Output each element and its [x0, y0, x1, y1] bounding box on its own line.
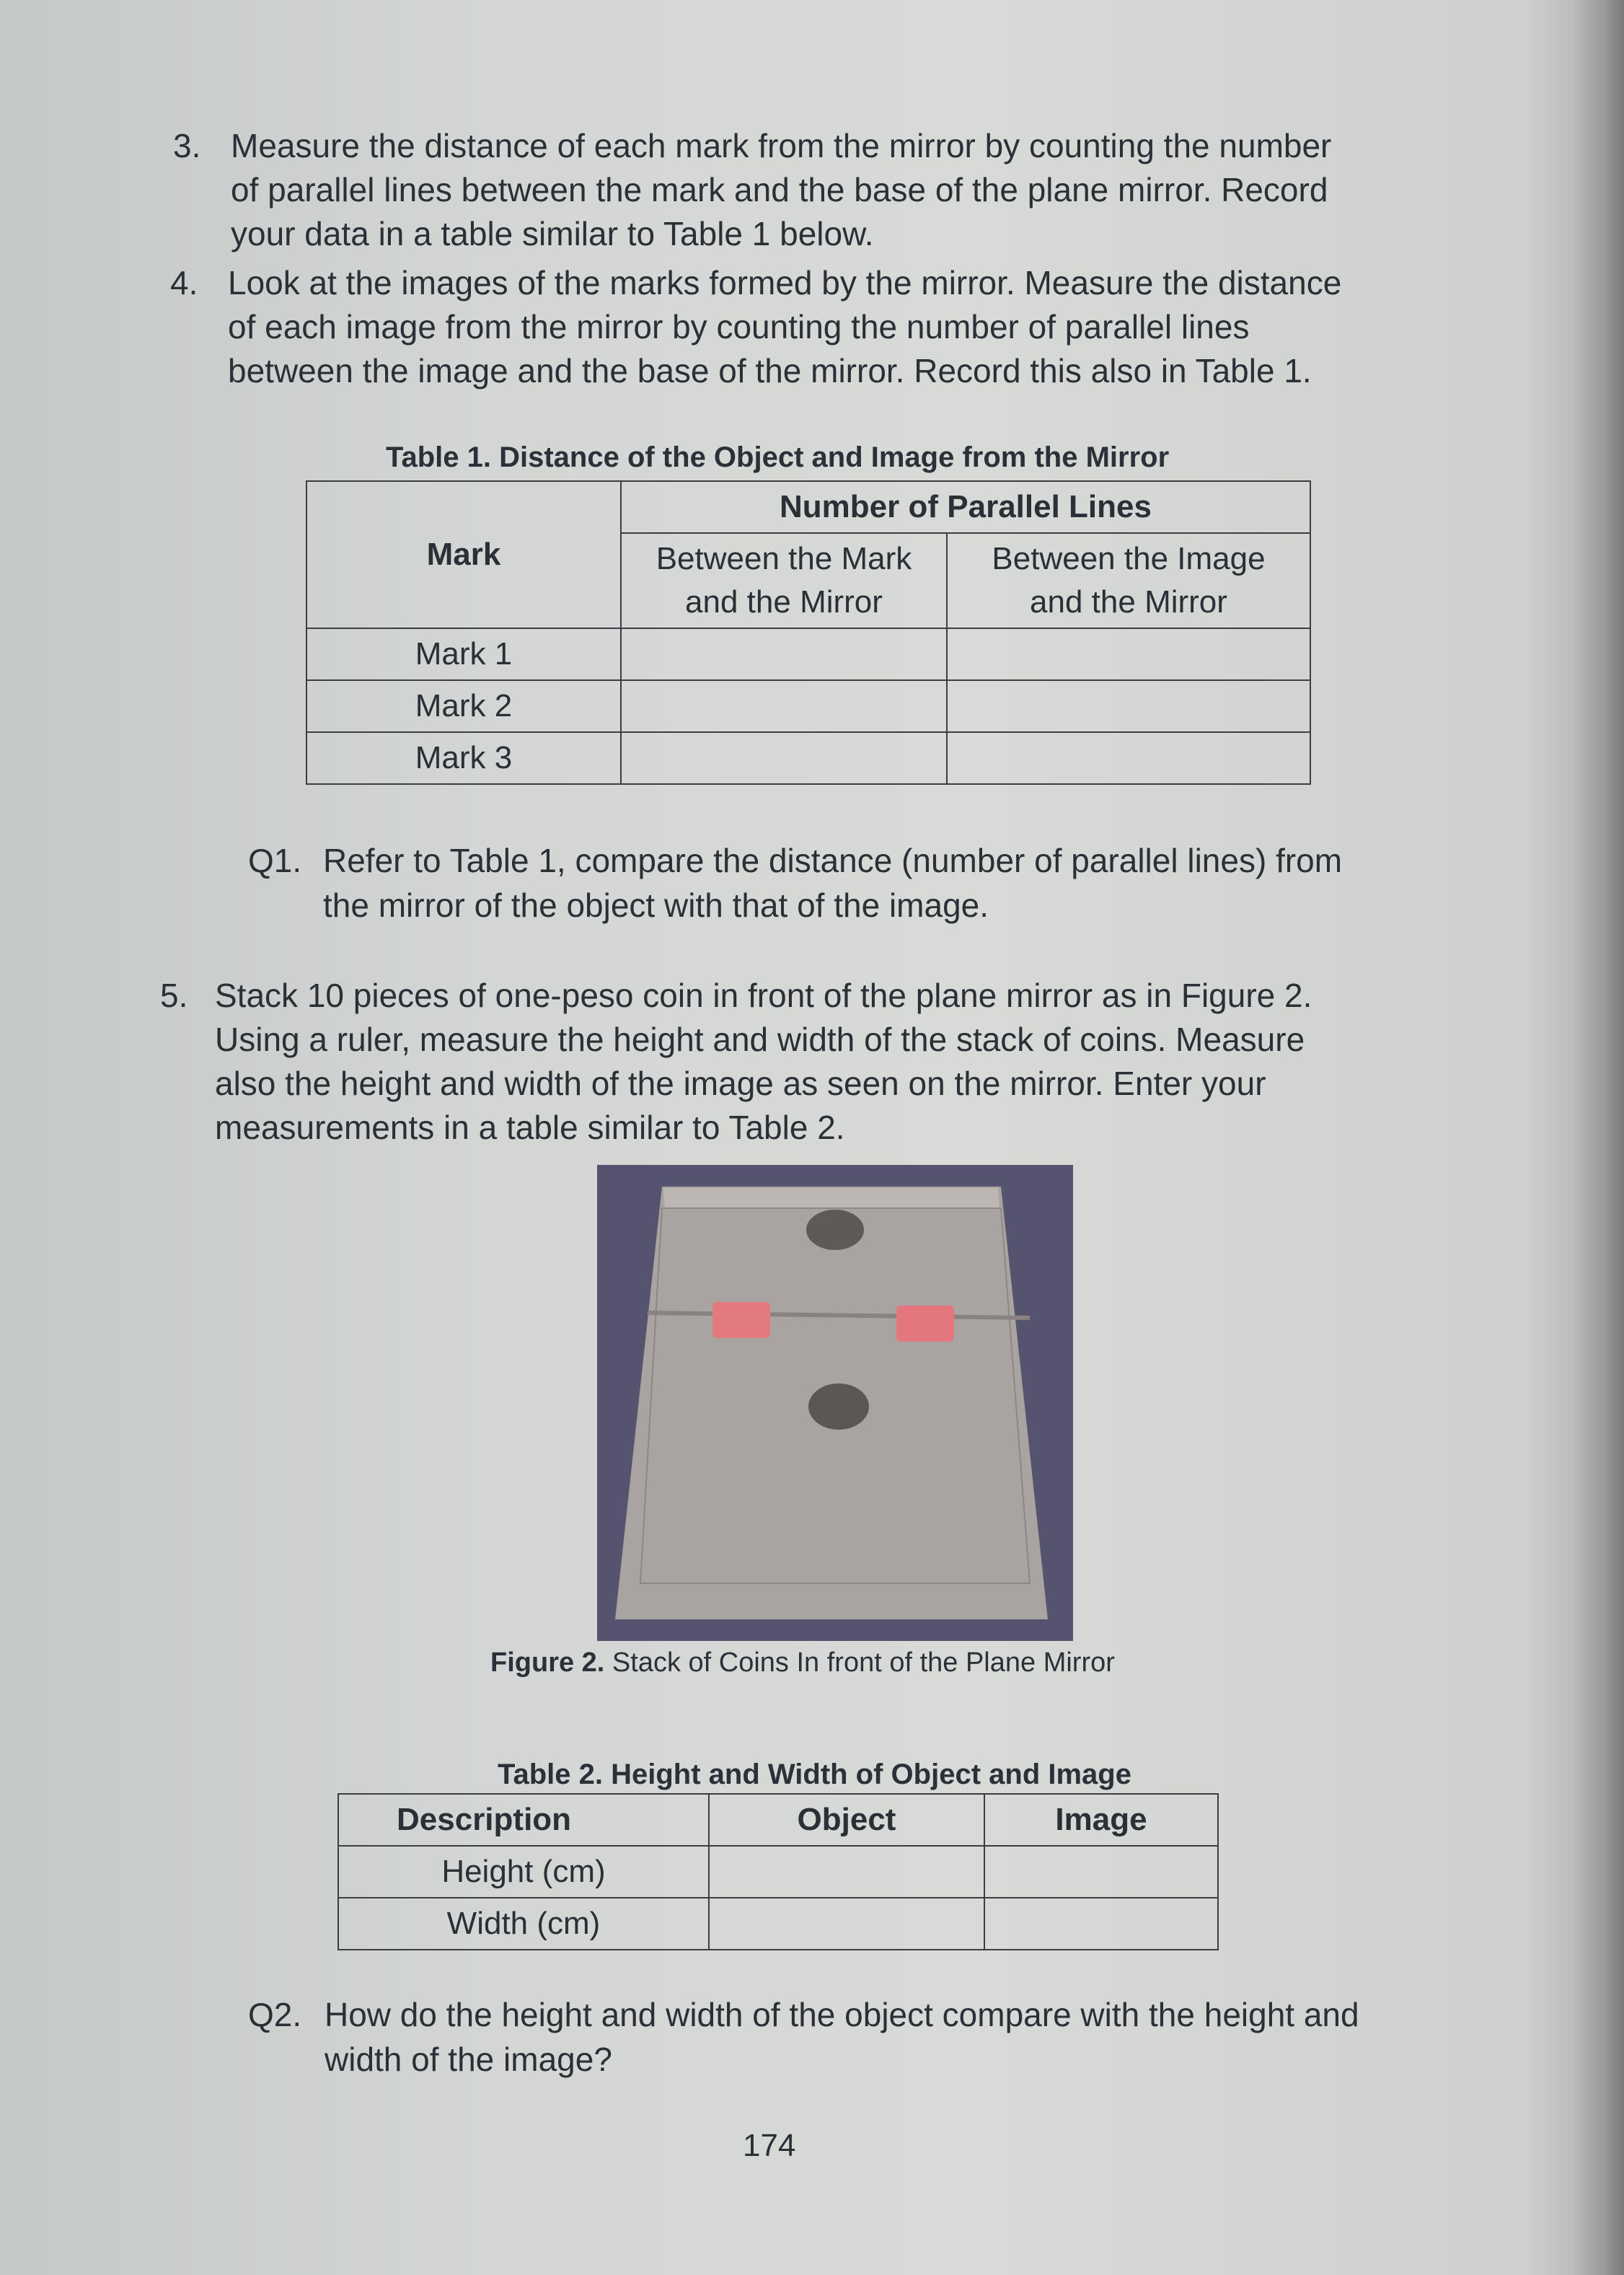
table2-cell-empty: [709, 1846, 984, 1898]
table1-row-label: Mark 3: [306, 732, 621, 784]
step-line: Look at the images of the marks formed by the mirror. Measure the distance: [228, 264, 1342, 302]
table-row: [306, 680, 1310, 732]
table1: [306, 480, 1311, 785]
page-edge-shadow: [1574, 0, 1624, 2275]
table2-header-image: Image: [984, 1794, 1218, 1846]
step-line: of each image from the mirror by counting the number of parallel lines: [228, 308, 1250, 346]
table2-cell-empty: [984, 1846, 1218, 1898]
step-line: Using a ruler, measure the height and width of the stack of coins. Measure: [215, 1021, 1305, 1058]
figure-caption-text: Stack of Coins In front of the Plane Mirror: [604, 1647, 1115, 1678]
step-number: 3.: [173, 127, 201, 164]
step-line: measurements in a table similar to Table 2.: [215, 1109, 845, 1146]
question-line: width of the image?: [325, 2041, 612, 2078]
step-3: [173, 124, 1457, 261]
table2-cell-empty: [709, 1898, 984, 1950]
table2-row-label: Width (cm): [338, 1898, 709, 1950]
table1-cell-empty: [621, 732, 947, 784]
step-5: [160, 974, 1444, 1154]
step-line: between the image and the base of the mirror. Record this also in Table 1.: [228, 352, 1312, 390]
table1-row-label: Mark 2: [306, 680, 621, 732]
table-row: [306, 732, 1310, 784]
mark-pink-right: [896, 1306, 954, 1342]
step-4: [170, 261, 1454, 398]
table-row: [338, 1898, 1218, 1950]
table1-header-mark: Mark: [306, 481, 621, 628]
table1-cell-empty: [621, 680, 947, 732]
table1-subheader-mark-mirror: [621, 533, 947, 628]
table1-cell-empty: [947, 628, 1310, 680]
coin-stack-image: [806, 1210, 864, 1250]
figure-label: Figure 2.: [490, 1647, 605, 1678]
step-number: 5.: [160, 977, 188, 1014]
table1-subheader-image-mirror: [947, 533, 1310, 628]
question-q2: [248, 1992, 1445, 2086]
figure2-caption: [490, 1647, 1115, 1678]
step-number: 4.: [170, 264, 198, 302]
table-row: [306, 628, 1310, 680]
table2-caption: Table 2. Height and Width of Object and Image: [498, 1759, 1131, 1790]
table1-caption: Table 1. Distance of the Object and Image from the Mirror: [386, 441, 1170, 473]
table1-row-label: Mark 1: [306, 628, 621, 680]
step-line: also the height and width of the image as seen on the mirror. Enter your: [215, 1065, 1266, 1102]
table2: [337, 1793, 1219, 1950]
table1-cell-empty: [947, 732, 1310, 784]
subheader-line: Between the Mark: [656, 541, 912, 576]
table-row: [338, 1846, 1218, 1898]
question-number: Q2.: [248, 1996, 302, 2033]
mark-pink-left: [712, 1302, 770, 1338]
page-number: 174: [743, 2128, 796, 2163]
subheader-line: Between the Image: [992, 541, 1266, 576]
step-line: your data in a table similar to Table 1 below.: [231, 215, 874, 252]
table2-row-label: Height (cm): [338, 1846, 709, 1898]
subheader-line: and the Mirror: [685, 584, 883, 620]
subheader-line: and the Mirror: [1030, 584, 1227, 620]
coin-stack-object: [808, 1383, 869, 1430]
table2-header-object: Object: [709, 1794, 984, 1846]
table1-cell-empty: [947, 680, 1310, 732]
table2-cell-empty: [984, 1898, 1218, 1950]
question-line: the mirror of the object with that of the image.: [323, 886, 989, 924]
figure2-photo: [597, 1165, 1073, 1641]
question-q1: [248, 838, 1445, 932]
mirror-base-edge: [663, 1188, 999, 1208]
question-line: How do the height and width of the object compare with the height and: [325, 1996, 1359, 2033]
question-number: Q1.: [248, 842, 302, 879]
step-line: of parallel lines between the mark and the base of the plane mirror. Record: [231, 171, 1328, 208]
question-line: Refer to Table 1, compare the distance (number of parallel lines) from: [323, 842, 1343, 879]
table1-header-group: Number of Parallel Lines: [621, 481, 1310, 533]
table2-header-description: Description: [338, 1794, 709, 1846]
step-line: Measure the distance of each mark from the mirror by counting the number: [231, 127, 1332, 164]
table1-cell-empty: [621, 628, 947, 680]
step-line: Stack 10 pieces of one-peso coin in front of the plane mirror as in Figure 2.: [215, 977, 1312, 1014]
